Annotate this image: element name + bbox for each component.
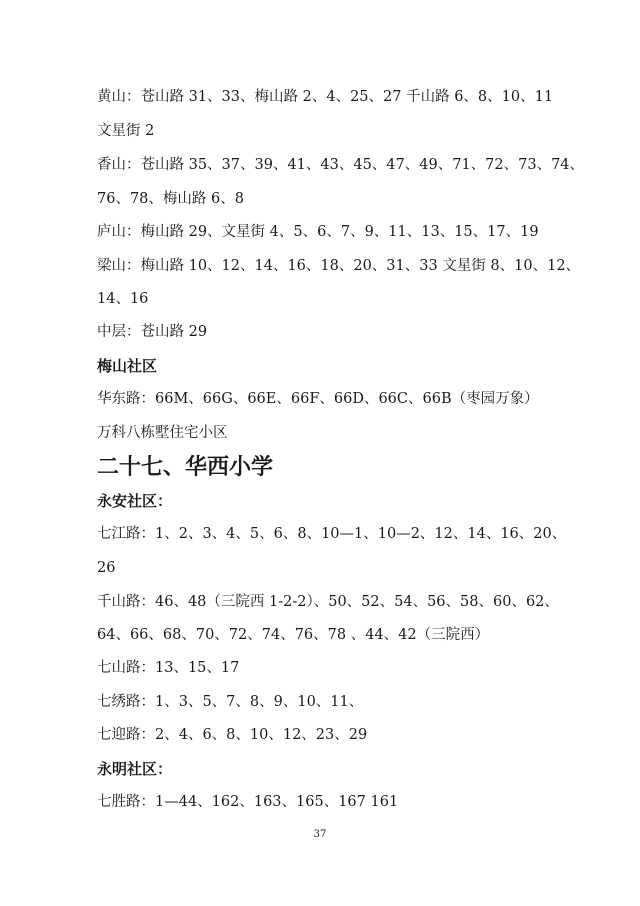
text-line-qixiulu: 七绣路：1、3、5、7、8、9、10、11、 [97,694,364,710]
text-line-qishanlu: 七山路：13、15、17 [97,660,240,676]
section-heading-yongan: 永安社区： [97,492,173,510]
chapter-heading-huaxi: 二十七、华西小学 [97,454,274,480]
section-heading-yongming: 永明社区： [97,760,173,778]
text-line-qijianglu-cont: 26 [97,560,116,576]
text-line-qijianglu: 七江路：1、2、3、4、5、6、8、10—1、10—2、12、14、16、20、 [97,526,567,542]
text-line-huangshan-cont: 文星街 2 [97,123,155,139]
text-line-huadonglu: 华东路：66M、66G、66E、66F、66D、66C、66B（枣园万象） [97,391,539,407]
text-line-qianshanlu: 千山路：46、48（三院西 1-2-2）、50、52、54、56、58、60、62、 [97,594,559,610]
text-line-xiangshan-cont: 76、78、梅山路 6、8 [97,191,244,207]
text-line-xiangshan: 香山：苍山路 35、37、39、41、43、45、47、49、71、72、73、74、 [97,157,585,173]
page-number: 37 [313,829,327,840]
text-line-qishenglu: 七胜路：1—44、162、163、165、167 161 [97,794,399,810]
text-line-qiyinglu: 七迎路：2、4、6、8、10、12、23、29 [97,727,368,743]
text-line-liangshan-cont: 14、16 [97,291,149,307]
text-line-zhongceng: 中层：苍山路 29 [97,324,208,340]
text-line-lushan: 庐山：梅山路 29、文星街 4、5、6、7、9、11、13、15、17、19 [97,224,539,240]
text-line-huangshan: 黄山：苍山路 31、33、梅山路 2、4、25、27 千山路 6、8、10、11 [97,89,554,105]
text-line-qianshanlu-cont: 64、66、68、70、72、74、76、78 、44、42（三院西） [97,627,490,643]
section-heading-meishan: 梅山社区 [97,357,158,375]
text-line-liangshan: 梁山：梅山路 10、12、14、16、18、20、31、33 文星街 8、10、12、 [97,258,581,274]
text-line-wanke: 万科八栋墅住宅小区 [97,425,228,441]
